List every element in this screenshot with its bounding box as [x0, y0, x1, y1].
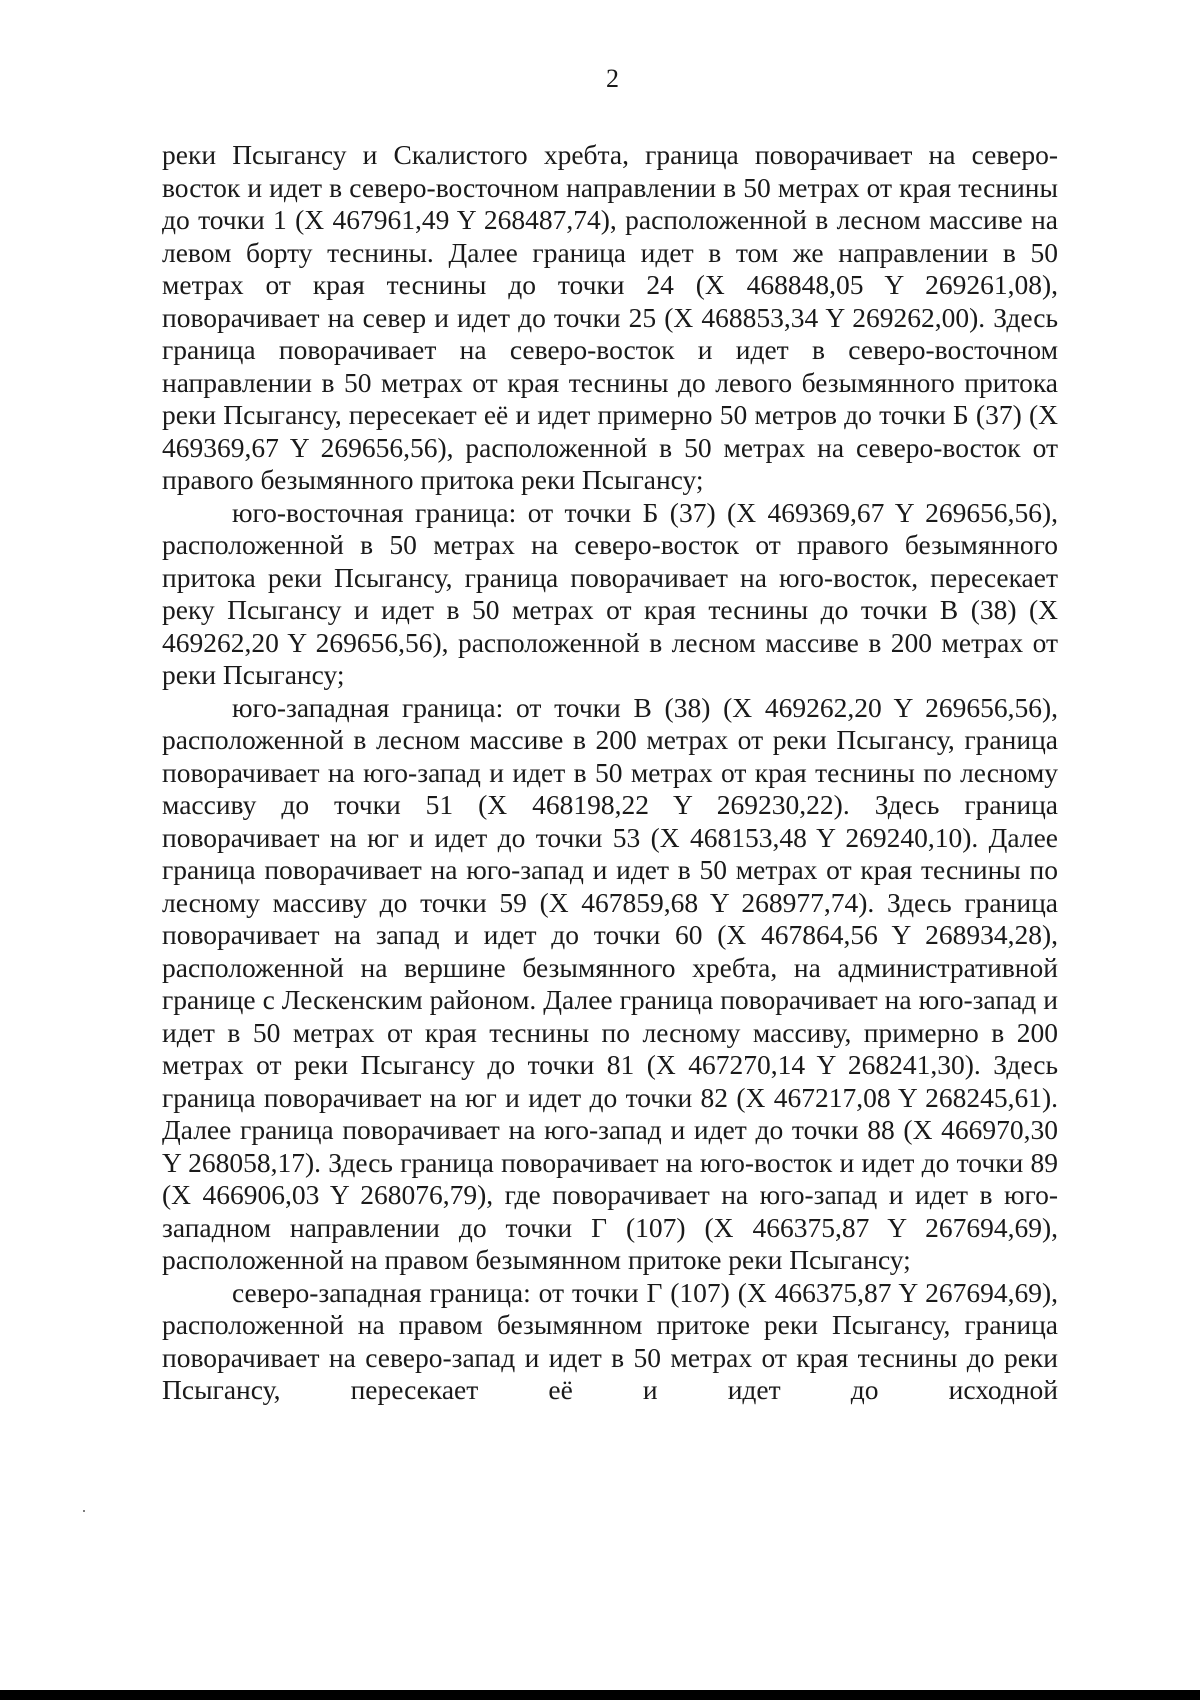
paragraph-southeast-boundary: юго-восточная граница: от точки Б (37) (X 469369,67 Y 269656,56), расположенной в 50 метрах на северо-восток от правого безымянного притока реки Псыгансу, граница поворачивает на юго-восток, пересекает реку Псыгансу и идет в 50 метрах от края теснины до точки В (38) (X 469262,20 Y 269656,56), расположенной в лесном массиве в 200 метрах от реки Псыгансу;	[162, 496, 1058, 690]
paragraph-northwest-boundary: северо-западная граница: от точки Г (107) (X 466375,87 Y 267694,69), расположенной на правом безымянном притоке реки Псыгансу, граница поворачивает на северо-запад и идет в 50 метрах от края теснины до реки Псыгансу, пересекает её и идет до исходной	[162, 1276, 1058, 1405]
paragraph-northeast-boundary: реки Псыгансу и Скалистого хребта, граница поворачивает на северо-восток и идет в северо-восточном направлении в 50 метрах от края теснины до точки 1 (X 467961,49 Y 268487,74), расположенной в лесном массиве на левом борту теснины. Далее граница идет в том же направлении в 50 метрах от края теснины до точки 24 (X 468848,05 Y 269261,08), поворачивает на север и идет до точки 25 (X 468853,34 Y 269262,00). Здесь граница поворачивает на северо-восток и идет в северо-восточном направлении в 50 метрах от края теснины до левого безымянного притока реки Псыгансу, пересекает её и идет примерно 50 метров до точки Б (37) (X 469369,67 Y 269656,56), расположенной в 50 метрах на северо-восток от правого безымянного притока реки Псыгансу;	[162, 139, 1058, 495]
scan-bottom-edge	[0, 1690, 1200, 1700]
page-number: 2	[606, 64, 619, 93]
paragraph-southwest-boundary: юго-западная граница: от точки В (38) (X 469262,20 Y 269656,56), расположенной в лесном массиве в 200 метрах от реки Псыгансу, граница поворачивает на юго-запад и идет в 50 метрах от края теснины по лесному массиву до точки 51 (X 468198,22 Y 269230,22). Здесь граница поворачивает на юг и идет до точки 53 (X 468153,48 Y 269240,10). Далее граница поворачивает на юго-запад и идет в 50 метрах от края теснины по лесному массиву до точки 59 (X 467859,68 Y 268977,74). Здесь граница поворачивает на запад и идет до точки 60 (X 467864,56 Y 268934,28), расположенной на вершине безымянного хребта, на административной границе с Лескенским районом. Далее граница поворачивает на юго-запад и идет в 50 метрах от края теснины по лесному массиву, примерно в 200 метрах от реки Псыгансу до точки 81 (X 467270,14 Y 268241,30). Здесь граница поворачивает на юг и идет до точки 82 (X 467217,08 Y 268245,61). Далее граница поворачивает на юго-запад и идет до точки 88 (X 466970,30 Y 268058,17). Здесь граница поворачивает на юго-восток и идет до точки 89 (X 466906,03 Y 268076,79), где поворачивает на юго-запад и идет в юго-западном направлении до точки Г (107) (X 466375,87 Y 267694,69), расположенной на правом безымянном притоке реки Псыгансу;	[162, 691, 1058, 1275]
scan-speck	[83, 1510, 85, 1512]
document-body	[162, 139, 1058, 1407]
